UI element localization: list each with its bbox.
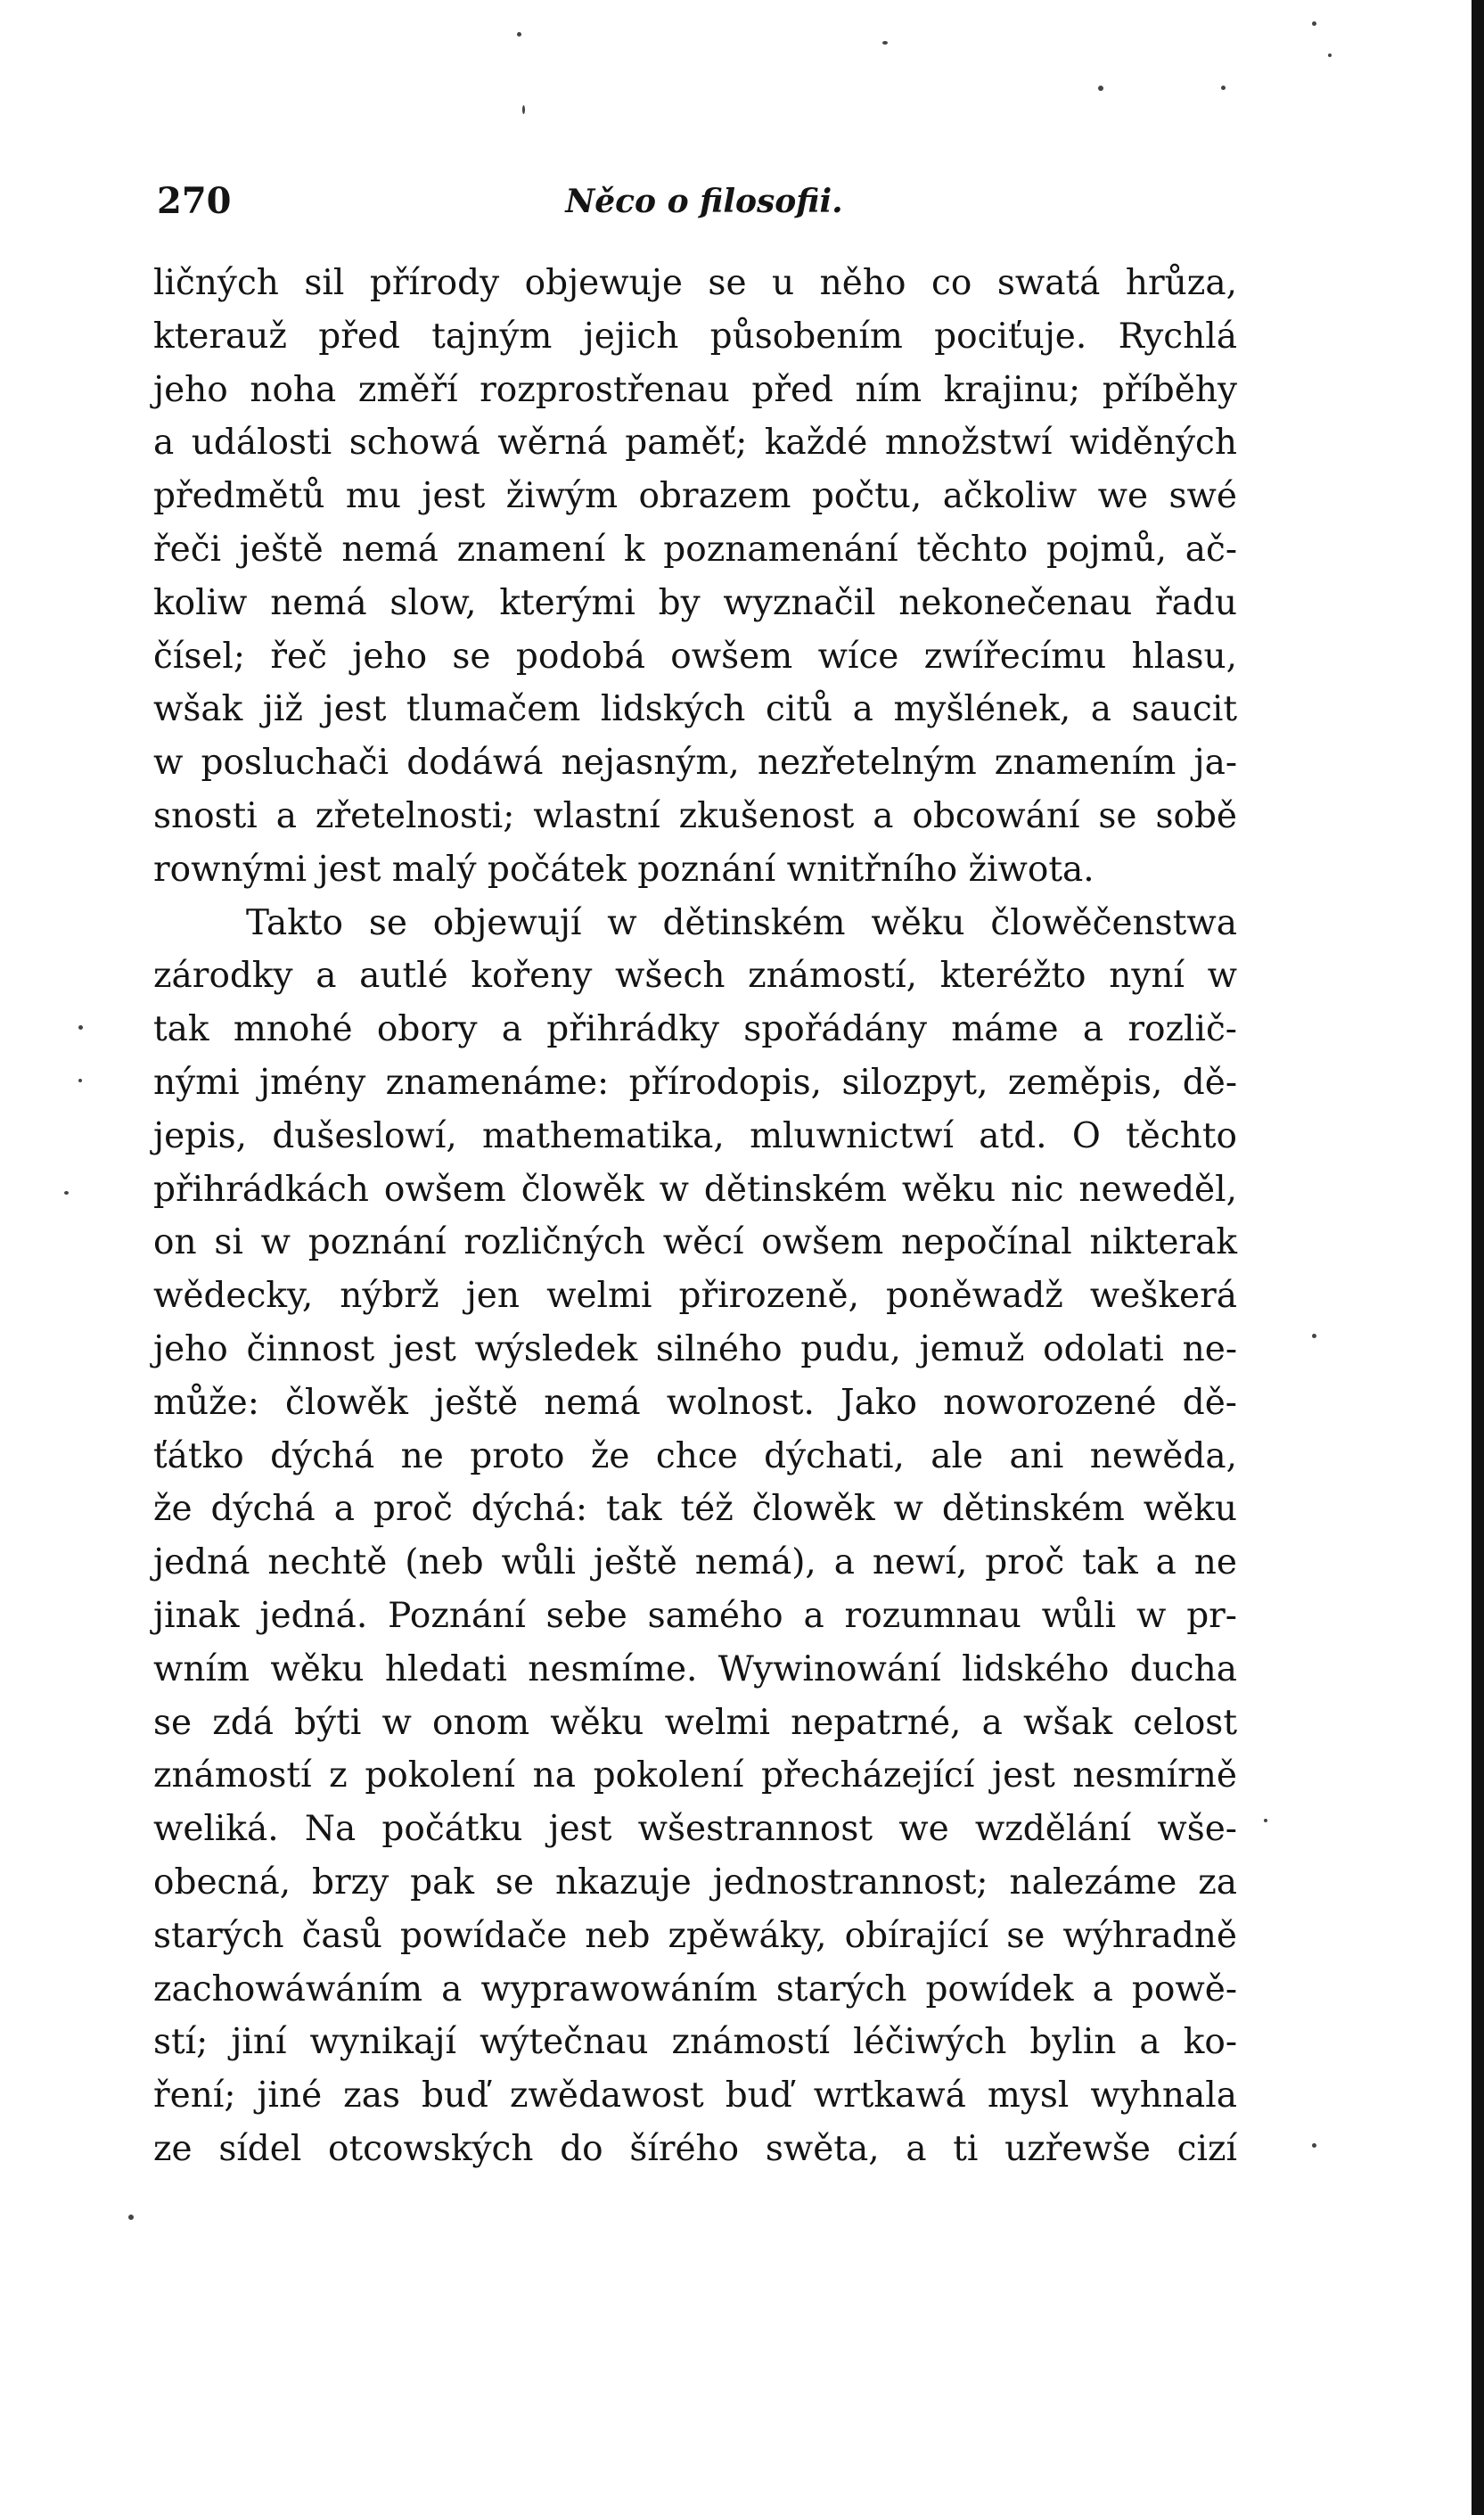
print-speck <box>1312 21 1316 26</box>
text-line: může: člowěk ještě nemá wolnost. Jako noworozené dě- <box>153 1382 1237 1423</box>
running-title: Něco o filosofii. <box>565 183 843 220</box>
text-line: ření; jiné zas buď zwědawost buď wrtkawá mysl wyhnala <box>153 2075 1237 2116</box>
page-header <box>152 175 1239 228</box>
paragraph-end-line: rownými jest malý počátek poznání wnitřního žiwota. <box>153 849 1095 890</box>
text-line: weliká. Na počátku jest wšestrannost we wzdělání wše- <box>153 1809 1237 1850</box>
print-speck <box>1264 1819 1267 1822</box>
text-line: že dýchá a proč dýchá: tak též člowěk w dětinském wěku <box>153 1489 1237 1530</box>
print-speck <box>1312 2143 1316 2148</box>
text-line: wědecky, nýbrž jen welmi přirozeně, poněwadž weškerá <box>153 1276 1237 1317</box>
text-line: jedná nechtě (neb wůli ještě nemá), a newí, proč tak a ne <box>153 1542 1237 1583</box>
page-binding-edge <box>1472 0 1484 2515</box>
text-line: a události schowá wěrná paměť; každé množstwí widěných <box>153 423 1237 464</box>
text-line: wšak již jest tlumačem lidských citů a myšlének, a saucit <box>153 689 1237 730</box>
print-speck <box>78 1079 82 1082</box>
text-line: jepis, dušeslowí, mathematika, mluwnictwí atd. O těchto <box>153 1115 1237 1156</box>
print-speck <box>882 41 888 45</box>
print-speck <box>1328 53 1332 57</box>
text-line: řeči ještě nemá znamení k poznamenání těchto pojmů, ač- <box>153 529 1237 570</box>
text-line: stí; jiní wynikají wýtečnau známostí léčiwých bylin a ko- <box>153 2022 1237 2063</box>
text-line: jeho noha změří rozprostřenau před ním krajinu; příběhy <box>153 369 1237 410</box>
paragraph-first-line: Takto se objewují w dětinském wěku člowěčenstwa <box>246 902 1237 943</box>
text-line: wním wěku hledati nesmíme. Wywinowání lidského ducha <box>153 1648 1237 1689</box>
text-line: jeho činnost jest wýsledek silného pudu, jemuž odolati ne- <box>153 1328 1237 1369</box>
print-speck <box>1312 1334 1316 1338</box>
body-text <box>153 257 1237 2176</box>
text-line: kterauž před tajným jejich působením pociťuje. Rychlá <box>153 316 1237 357</box>
print-speck <box>522 105 525 114</box>
text-line: obecná, brzy pak se nkazuje jednostrannost; nalezáme za <box>153 1862 1237 1903</box>
text-line: předmětů mu jest žiwým obrazem počtu, ačkoliw we swé <box>153 476 1237 517</box>
text-line: snosti a zřetelnosti; wlastní zkušenost a obcowání se sobě <box>153 795 1237 836</box>
print-speck <box>1098 86 1103 91</box>
text-line: přihrádkách owšem člowěk w dětinském wěku nic neweděl, <box>153 1169 1237 1210</box>
print-speck <box>517 32 521 37</box>
text-line: zárodky a autlé kořeny wšech známostí, kteréžto nyní w <box>153 956 1237 997</box>
text-line: se zdá býti w onom wěku welmi nepatrné, a wšak celost <box>153 1702 1237 1743</box>
print-speck <box>78 1025 83 1030</box>
page-number: 270 <box>157 180 232 222</box>
text-line: ze sídel otcowských do šírého swěta, a ti uzřewše cizí <box>153 2128 1237 2169</box>
print-speck <box>1221 86 1226 90</box>
text-line: jinak jedná. Poznání sebe samého a rozumnau wůli w pr- <box>153 1595 1237 1636</box>
text-line: w posluchači dodáwá nejasným, nezřetelným znamením ja- <box>153 743 1237 784</box>
text-line: zachowáwáním a wyprawowáním starých powídek a powě- <box>153 1968 1237 2010</box>
text-line: známostí z pokolení na pokolení přecházející jest nesmírně <box>153 1755 1237 1796</box>
text-line: ličných sil přírody objewuje se u něho co swatá hrůza, <box>153 263 1237 303</box>
text-line: koliw nemá slow, kterými by wyznačil nekonečenau řadu <box>153 582 1237 623</box>
text-line: starých časů powídače neb zpěwáky, obírající se wýhradně <box>153 1915 1237 1956</box>
text-line: nými jmény znamenáme: přírodopis, silozpyt, zeměpis, dě- <box>153 1062 1237 1103</box>
print-speck <box>64 1191 69 1195</box>
text-line: ťátko dýchá ne proto že chce dýchati, ale ani newěda, <box>153 1435 1237 1476</box>
text-line: čísel; řeč jeho se podobá owšem wíce zwířecímu hlasu, <box>153 636 1237 677</box>
text-line: on si w poznání rozličných wěcí owšem nepočínal nikterak <box>153 1222 1237 1263</box>
print-speck <box>128 2215 134 2220</box>
text-line: tak mnohé obory a přihrádky spořádány máme a rozlič- <box>153 1009 1237 1050</box>
